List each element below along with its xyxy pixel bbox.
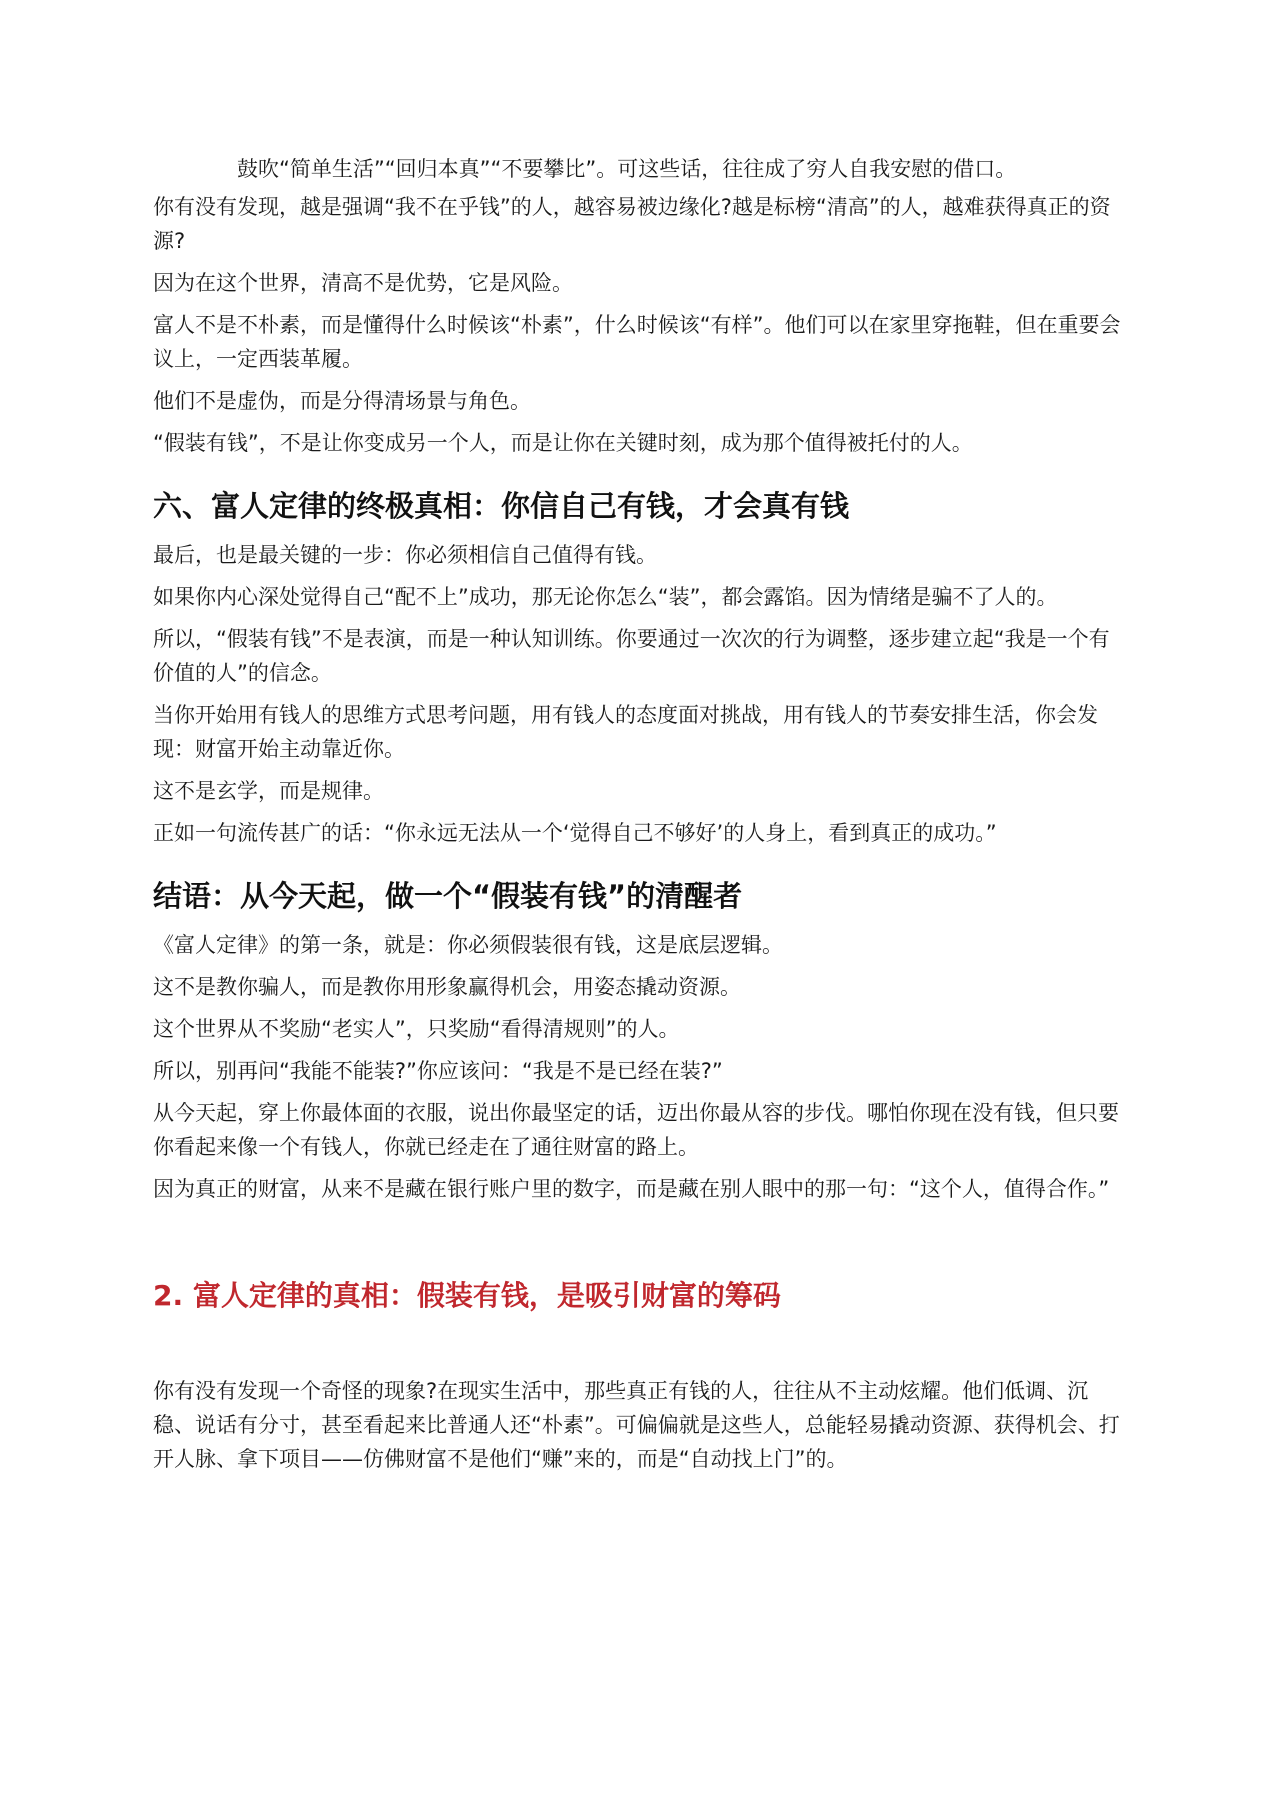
paragraph-true-wealth: 因为真正的财富，从来不是藏在银行账户里的数字，而是藏在别人眼中的那一句：“这个人，值得合作。” — [153, 1177, 1110, 1201]
paragraph-rich-not-simple: 富人不是不朴素，而是懂得什么时候该“朴素”，什么时候该“有样”。他们可以在家里穿拖鞋，但在重要会议上，一定西装革履。 — [153, 313, 1121, 371]
paragraph-world-rewards: 这个世界从不奖励“老实人”，只奖励“看得清规则”的人。 — [153, 1017, 680, 1041]
heading-chapter-two: 2. 富人定律的真相：假装有钱，是吸引财富的筹码 — [153, 1279, 781, 1312]
paragraph-inner-doubt: 如果你内心深处觉得自己“配不上”成功，那无论你怎么“装”，都会露馅。因为情绪是骗不了人的。 — [153, 585, 1058, 609]
paragraph-stop-asking: 所以，别再问“我能不能装?”你应该问：“我是不是已经在装?” — [153, 1059, 723, 1083]
paragraph-wealth-approaches: 当你开始用有钱人的思维方式思考问题，用有钱人的态度面对挑战，用有钱人的节奏安排生活，你会发现：财富开始主动靠近你。 — [153, 703, 1098, 761]
paragraph-from-today: 从今天起，穿上你最体面的衣服，说出你最坚定的话，迈出你最从容的步伐。哪怕你现在没有钱，但只要你看起来像一个有钱人，你就已经走在了通往财富的路上。 — [153, 1101, 1119, 1159]
paragraph-risk: 因为在这个世界，清高不是优势，它是风险。 — [153, 271, 573, 295]
paragraph-not-cheating: 这不是教你骗人，而是教你用形象赢得机会，用姿态撬动资源。 — [153, 975, 741, 999]
heading-section-six: 六、富人定律的终极真相：你信自己有钱，才会真有钱 — [153, 489, 850, 523]
paragraph-first-rule: 《富人定律》的第一条，就是：你必须假装很有钱，这是底层逻辑。 — [153, 933, 783, 957]
paragraph-popular-saying: 正如一句流传甚广的话：“你永远无法从一个‘觉得自己不够好’的人身上，看到真正的成功。” — [153, 821, 997, 845]
paragraph-not-mysticism: 这不是玄学，而是规律。 — [153, 779, 384, 803]
paragraph-marginalized: 你有没有发现，越是强调“我不在乎钱”的人，越容易被边缘化?越是标榜“清高”的人，越难获得真正的资源? — [153, 195, 1111, 253]
paragraph-cognitive-training: 所以，“假装有钱”不是表演，而是一种认知训练。你要通过一次次的行为调整，逐步建立起“我是一个有价值的人”的信念。 — [153, 627, 1110, 685]
paragraph-simple-life: 鼓吹“简单生活”“回归本真”“不要攀比”。可这些话，往往成了穷人自我安慰的借口。 — [237, 157, 1017, 181]
paragraph-strange-phenomenon: 你有没有发现一个奇怪的现象?在现实生活中，那些真正有钱的人，往往从不主动炫耀。他们低调、沉稳、说话有分寸，甚至看起来比普通人还“朴素”。可偏偏就是这些人，总能轻易撬动资源、获得机会、打开人脉、拿下项目——仿佛财富不是他们“赚”来的，而是“自动找上门”的。 — [153, 1379, 1120, 1471]
heading-conclusion: 结语：从今天起，做一个“假装有钱”的清醒者 — [153, 879, 743, 913]
paragraph-pretend-rich: “假装有钱”，不是让你变成另一个人，而是让你在关键时刻，成为那个值得被托付的人。 — [153, 431, 973, 455]
paragraph-last-step: 最后，也是最关键的一步：你必须相信自己值得有钱。 — [153, 543, 657, 567]
paragraph-not-hypocrisy: 他们不是虚伪，而是分得清场景与角色。 — [153, 389, 531, 413]
